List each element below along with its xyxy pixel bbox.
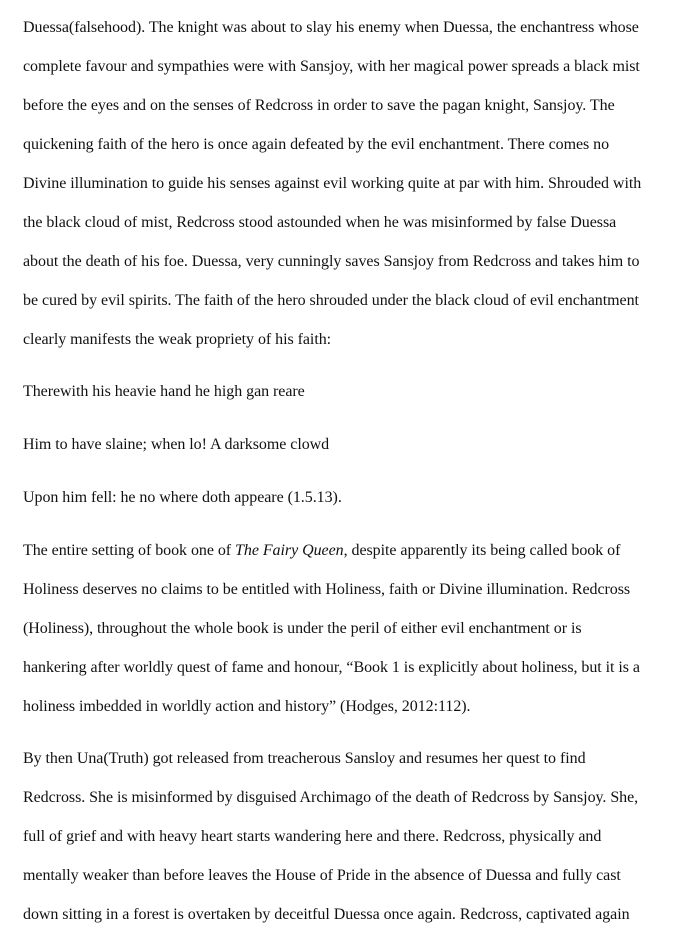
book-title: The Fairy Queen: [235, 542, 344, 559]
verse-line: Upon him fell: he no where doth appeare (1.5.13).: [23, 489, 342, 506]
text-line: [23, 541, 620, 561]
text-line: By then Una(Truth) got released from treacherous Sansloy and resumes her quest to find: [23, 750, 586, 767]
text-line: quickening faith of the hero is once again defeated by the evil enchantment. There comes no: [23, 136, 610, 153]
text-line: (Holiness), throughout the whole book is under the peril of either evil enchantment or is: [23, 620, 582, 637]
text-line: complete favour and sympathies were with Sansjoy, with her magical power spreads a black mist: [23, 58, 640, 75]
text-line: Duessa(falsehood). The knight was about to slay his enemy when Duessa, the enchantress whose: [23, 19, 639, 36]
verse-line: Him to have slaine; when lo! A darksome clowd: [23, 436, 330, 453]
text-line: the black cloud of mist, Redcross stood astounded when he was misinformed by false Duessa: [23, 214, 617, 231]
text-line: Redcross. She is misinformed by disguised Archimago of the death of Redcross by Sansjoy. She,: [23, 789, 639, 806]
text-line: mentally weaker than before leaves the House of Pride in the absence of Duessa and fully cast: [23, 867, 621, 884]
text-line: holiness imbedded in worldly action and history” (Hodges, 2012:112).: [23, 698, 471, 715]
text-line: clearly manifests the weak propriety of his faith:: [23, 331, 332, 348]
text-span: The entire setting of book one of: [23, 542, 236, 559]
text-line: be cured by evil spirits. The faith of the hero shrouded under the black cloud of evil enchantment: [23, 292, 639, 309]
text-line: before the eyes and on the senses of Redcross in order to save the pagan knight, Sansjoy. The: [23, 97, 615, 114]
verse-line: Therewith his heavie hand he high gan reare: [23, 383, 305, 400]
text-line: full of grief and with heavy heart starts wandering here and there. Redcross, physically and: [23, 828, 602, 845]
text-line: Holiness deserves no claims to be entitled with Holiness, faith or Divine illumination. Redcross: [23, 581, 631, 598]
text-line: Divine illumination to guide his senses against evil working quite at par with him. Shrouded with: [23, 175, 642, 192]
text-line: hankering after worldly quest of fame and honour, “Book 1 is explicitly about holiness, but it is a: [23, 659, 640, 676]
text-span: , despite apparently its being called book of: [343, 542, 621, 559]
text-line: about the death of his foe. Duessa, very cunningly saves Sansjoy from Redcross and takes him to: [23, 253, 640, 270]
text-line: down sitting in a forest is overtaken by deceitful Duessa once again. Redcross, captivated again: [23, 906, 630, 923]
